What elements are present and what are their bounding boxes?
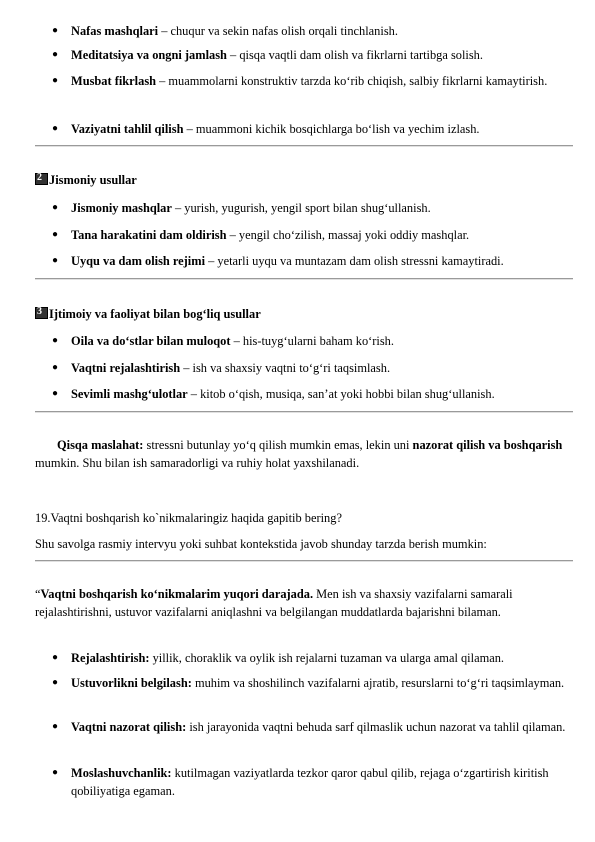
divider [35, 145, 573, 147]
list-item [52, 764, 572, 800]
tip-paragraph: Qisqa maslahat: stressni butunlay yo‘q qilish mumkin emas, lekin uni nazorat qilish va boshqarish mumkin. Shu bilan ish samaradorligi va ruhiy holat yaxshilanadi. [35, 438, 563, 470]
item-text: – muammoni kichik bosqichlarga bo‘lish va yechim izlash. [183, 122, 480, 136]
heading-text: Ijtimoiy va faoliyat bilan bog‘liq usullar [49, 307, 261, 321]
bullet-icon: ● [52, 388, 59, 399]
item-term: Tana harakatini dam oldirish [71, 228, 227, 242]
item-text: – kitob o‘qish, musiqa, san’at yoki hobbi bilan shug‘ullanish. [187, 387, 495, 401]
item-term: Meditatsiya va ongni jamlash [71, 48, 227, 62]
item-term: Jismoniy mashqlar [71, 201, 172, 215]
item-text: – yurish, yugurish, yengil sport bilan shug‘ullanish. [171, 201, 431, 215]
item-text: – qisqa vaqtli dam olish va fikrlarni tartibga solish. [226, 48, 483, 62]
list-item [52, 72, 572, 90]
item-text: – yetarli uyqu va muntazam dam olish stressni kamaytiradi. [205, 254, 504, 268]
bullet-icon: ● [52, 255, 59, 266]
section-heading [35, 171, 137, 189]
section-heading [35, 305, 261, 323]
item-text: – yengil cho‘zilish, massaj yoki oddiy mashqlar. [226, 228, 470, 242]
bullet-icon: ● [52, 202, 59, 213]
bullet-icon: ● [52, 362, 59, 373]
item-term: Vaqtni nazorat qilish: [71, 720, 187, 734]
bullet-icon: ● [52, 677, 59, 688]
question-text: 19.Vaqtni boshqarish ko`nikmalaringiz haqida gapitib bering? [35, 511, 342, 525]
list-item [52, 385, 572, 403]
item-text: – ish va shaxsiy vaqtni to‘g‘ri taqsimlash. [180, 361, 391, 375]
tip-label: Qisqa maslahat: [57, 438, 144, 452]
divider [35, 278, 573, 280]
bullet-icon: ● [52, 25, 59, 36]
list-item [52, 120, 572, 138]
list-item [52, 332, 572, 350]
number-box-icon: 3 [35, 307, 48, 319]
item-term: Moslashuvchanlik: [71, 766, 172, 780]
item-text: – his-tuyg‘ularni baham ko‘rish. [230, 334, 394, 348]
list-item [52, 649, 572, 667]
item-term: Ustuvorlikni belgilash: [71, 676, 192, 690]
list-item [52, 199, 572, 217]
item-term: Vaziyatni tahlil qilish [71, 122, 184, 136]
divider [35, 560, 573, 562]
item-term: Vaqtni rejalashtirish [71, 361, 181, 375]
bullet-icon: ● [52, 229, 59, 240]
list-item [52, 359, 572, 377]
item-text: – chuqur va sekin nafas olish orqali tinchlanish. [158, 24, 398, 38]
list-item [52, 226, 572, 244]
bullet-icon: ● [52, 75, 59, 86]
divider [35, 411, 573, 413]
item-term: Sevimli mashg‘ulotlar [71, 387, 188, 401]
bullet-icon: ● [52, 335, 59, 346]
item-term: Oila va do‘stlar bilan muloqot [71, 334, 231, 348]
list-item [52, 46, 572, 64]
number-box-icon: 2 [35, 173, 48, 185]
bullet-icon: ● [52, 49, 59, 60]
heading-text: Jismoniy usullar [49, 173, 137, 187]
bullet-icon: ● [52, 123, 59, 134]
list-item [52, 252, 572, 270]
item-term: Rejalashtirish: [71, 651, 150, 665]
item-text: kutilmagan vaziyatlarda tezkor qaror qabul qilib, rejaga o‘zgartirish kiritish qobiliyatiga egaman. [71, 766, 549, 798]
list-item [52, 22, 572, 40]
bullet-icon: ● [52, 652, 59, 663]
list-item [52, 718, 572, 736]
answer-paragraph: “Vaqtni boshqarish ko‘nikmalarim yuqori darajada. Men ish va shaxsiy vazifalarni samarali rejalashtirishni, ustuvor vazifalarni aniqlashni va belgilangan muddatlarda bajarishni bilaman. [35, 587, 513, 619]
item-text: ish jarayonida vaqtni behuda sarf qilmaslik uchun nazorat va tahlil qilaman. [186, 720, 566, 734]
intro-text: Shu savolga rasmiy intervyu yoki suhbat kontekstida javob shunday tarzda berish mumkin: [35, 537, 487, 551]
item-text: yillik, choraklik va oylik ish rejalarni tuzaman va ularga amal qilaman. [149, 651, 504, 665]
item-text: – muammolarni konstruktiv tarzda ko‘rib chiqish, salbiy fikrlarni kamaytirish. [156, 74, 548, 88]
list-item [52, 674, 572, 692]
item-text: muhim va shoshilinch vazifalarni ajratib, resurslarni to‘g‘ri taqsimlayman. [191, 676, 565, 690]
bullet-icon: ● [52, 767, 59, 778]
bullet-icon: ● [52, 721, 59, 732]
item-term: Musbat fikrlash [71, 74, 157, 88]
item-term: Uyqu va dam olish rejimi [71, 254, 206, 268]
item-term: Nafas mashqlari [71, 24, 159, 38]
